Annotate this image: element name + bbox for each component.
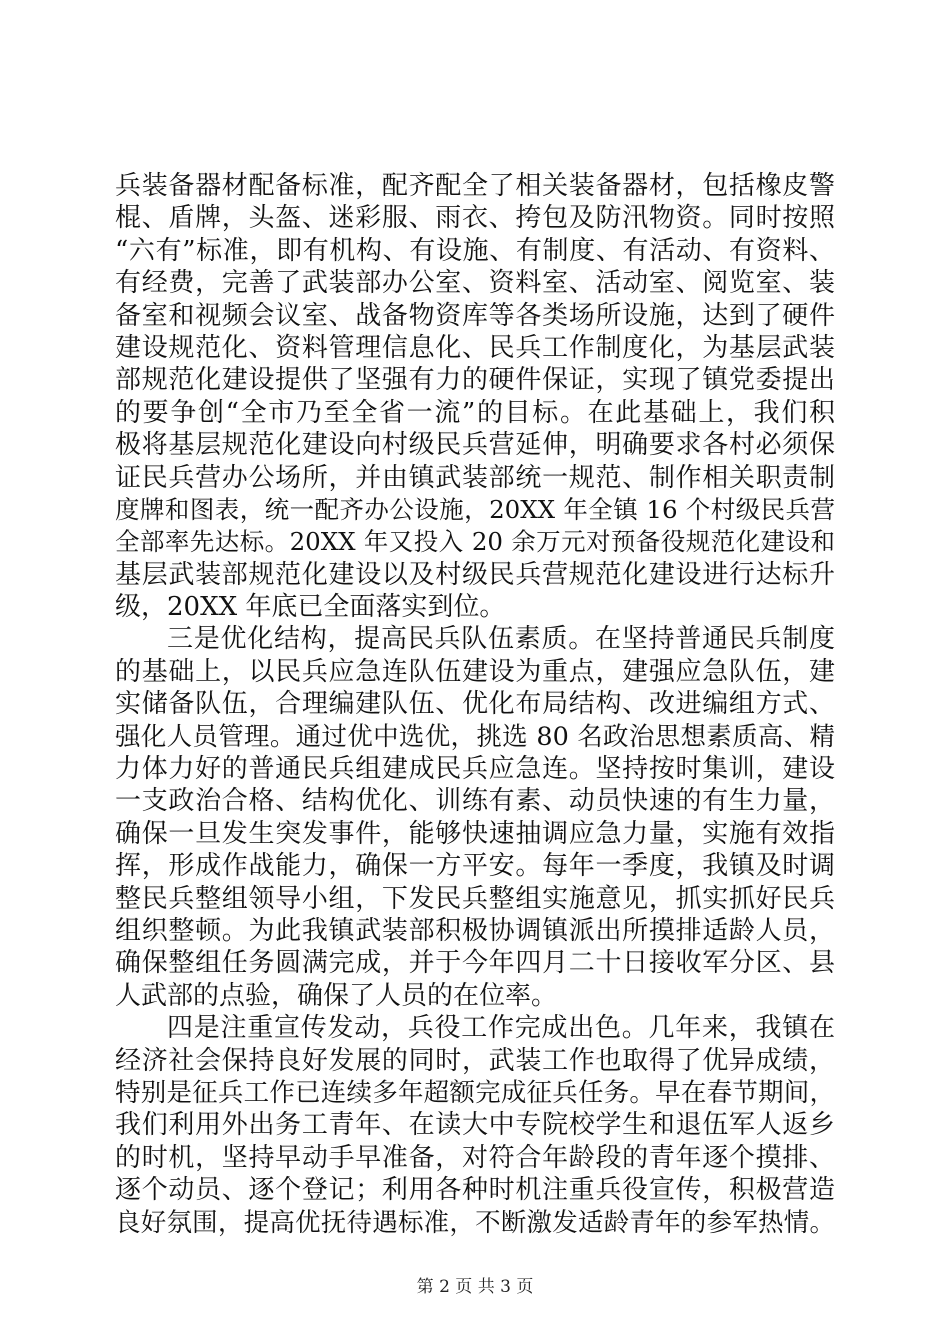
text-line: 兵装备器材配备标准，配齐配全了相关装备器材，包括橡皮警 — [115, 171, 835, 201]
text-line: 度牌和图表，统一配齐办公设施，20XX 年全镇 16 个村级民兵营 — [115, 494, 835, 524]
text-line: 我们利用外出务工青年、在读大中专院校学生和退伍军人返乡 — [115, 1110, 835, 1141]
text-line: 基层武装部规范化建设以及村级民兵营规范化建设进行达标升 — [115, 559, 835, 590]
text-line: 挥，形成作战能力，确保一方平安。每年一季度，我镇及时调 — [115, 851, 835, 882]
text-line: 全部率先达标。20XX 年又投入 20 余万元对预备役规范化建设和 — [115, 527, 835, 557]
text-line: 的要争创“全市乃至全省一流”的目标。在此基础上，我们积 — [115, 397, 835, 428]
text-line: 良好氛围，提高优抚待遇标准，不断激发适龄青年的参军热情。 — [115, 1207, 835, 1238]
text-line: 部规范化建设提供了坚强有力的硬件保证，实现了镇党委提出 — [115, 365, 835, 396]
text-line: 整民兵整组领导小组，下发民兵整组实施意见，抓实抓好民兵 — [115, 883, 835, 914]
text-line: 的时机，坚持早动手早准备，对符合年龄段的青年逐个摸排、 — [115, 1142, 835, 1173]
text-line: 备室和视频会议室、战备物资库等各类场所设施，达到了硬件 — [115, 300, 835, 331]
text-line: 一支政治合格、结构优化、训练有素、动员快速的有生力量， — [115, 786, 835, 817]
text-line: 特别是征兵工作已连续多年超额完成征兵任务。早在春节期间， — [115, 1077, 835, 1108]
text-line: 人武部的点验，确保了人员的在位率。 — [115, 980, 558, 1011]
text-line: “六有”标准，即有机构、有设施、有制度、有活动、有资料、 — [115, 235, 835, 266]
text-line: 逐个动员、逐个登记；利用各种时机注重兵役宣传，积极营造 — [115, 1175, 835, 1206]
text-line: 力体力好的普通民兵组建成民兵应急连。坚持按时集训，建设 — [115, 754, 835, 785]
text-line: 四是注重宣传发动，兵役工作完成出色。几年来，我镇在 — [167, 1013, 835, 1044]
text-line: 的基础上，以民兵应急连队伍建设为重点，建强应急队伍，建 — [115, 656, 835, 687]
text-line: 证民兵营办公场所，并由镇武装部统一规范、制作相关职责制 — [115, 462, 835, 493]
text-line: 三是优化结构，提高民兵队伍素质。在坚持普通民兵制度 — [167, 624, 835, 655]
text-line: 确保整组任务圆满完成，并于今年四月二十日接收军分区、县 — [115, 948, 835, 979]
text-line: 极将基层规范化建设向村级民兵营延伸，明确要求各村必须保 — [115, 430, 835, 461]
page-footer: 第 2 页 共 3 页 — [416, 1277, 534, 1297]
body-text — [115, 170, 835, 1239]
text-line: 有经费，完善了武装部办公室、资料室、活动室、阅览室、装 — [115, 268, 835, 299]
text-line: 级，20XX 年底已全面落实到位。 — [115, 592, 506, 623]
text-line: 强化人员管理。通过优中选优，挑选 80 名政治思想素质高、精 — [115, 721, 835, 752]
text-line: 确保一旦发生突发事件，能够快速抽调应急力量，实施有效指 — [115, 818, 835, 849]
text-line: 组织整顿。为此我镇武装部积极协调镇派出所摸排适龄人员， — [115, 915, 835, 946]
text-line: 建设规范化、资料管理信息化、民兵工作制度化，为基层武装 — [115, 332, 835, 363]
text-line: 实储备队伍，合理编建队伍、优化布局结构、改进编组方式、 — [115, 689, 835, 720]
text-line: 棍、盾牌，头盔、迷彩服、雨衣、挎包及防汛物资。同时按照 — [115, 203, 835, 234]
text-line: 经济社会保持良好发展的同时，武装工作也取得了优异成绩， — [115, 1045, 835, 1076]
